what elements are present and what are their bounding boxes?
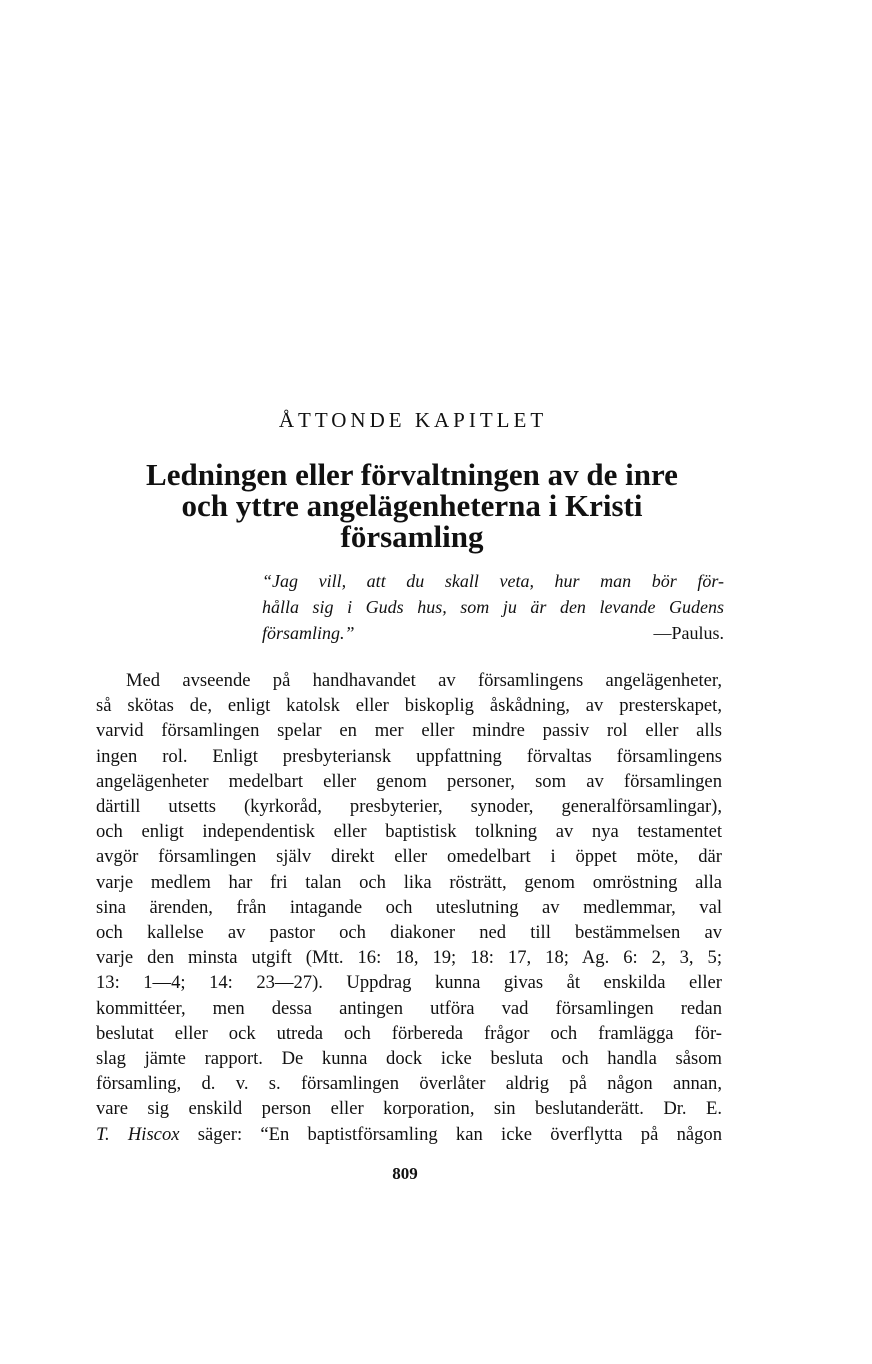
chapter-label: ÅTTONDE KAPITLET: [278, 408, 548, 432]
body-line: kommittéer, men dessa antingen utföra vad församlingen redan: [96, 997, 722, 1019]
body-line: angelägenheter medelbart eller genom personer, som av församlingen: [96, 770, 722, 792]
body-line: och enligt independentisk eller baptistisk tolkning av nya testamentet: [96, 821, 722, 843]
body-line: varje den minsta utgift (Mtt. 16: 18, 19; 18: 17, 18; Ag. 6: 2, 3, 5;: [96, 947, 722, 969]
epigraph-line: hålla sig i Guds hus, som ju är den levande Gudens: [262, 597, 724, 617]
body-paragraph: [96, 668, 722, 1147]
body-line: ingen rol. Enligt presbyteriansk uppfattning förvaltas församlingens: [96, 745, 722, 767]
body-line: Med avseende på handhavandet av församlingens angelägenheter,: [126, 670, 722, 691]
body-line: varje medlem har fri talan och lika rösträtt, genom omröstning alla: [96, 871, 722, 893]
body-line-last: [96, 1122, 722, 1147]
body-line: församling, d. v. s. församlingen överlåter aldrig på någon annan,: [96, 1073, 722, 1095]
body-line: 13: 1—4; 14: 23—27). Uppdrag kunna givas åt enskilda eller: [96, 972, 722, 994]
body-line-rest: säger: “En baptistförsamling kan icke överflytta på någon: [179, 1123, 723, 1145]
author-name: T. Hiscox: [96, 1123, 180, 1145]
epigraph: [262, 568, 724, 646]
body-line: så skötas de, enligt katolsk eller biskoplig åskådning, av presterskapet,: [96, 695, 722, 717]
epigraph-author: —Paulus.: [653, 623, 724, 643]
body-line: avgör församlingen själv direkt eller omedelbart i öppet möte, där: [96, 846, 722, 868]
page-number: 809: [392, 1164, 418, 1183]
body-line: beslutat eller ock utreda och förbereda frågor och framlägga för-: [96, 1022, 722, 1044]
body-line: slag jämte rapport. De kunna dock icke besluta och handla såsom: [96, 1048, 722, 1070]
chapter-title: [88, 459, 736, 552]
body-line: sina ärenden, från intagande och uteslutning av medlemmar, val: [96, 896, 722, 918]
chapter-title-line: Ledningen eller förvaltningen av de inre: [146, 457, 678, 492]
epigraph-quote-end: församling.”: [262, 623, 355, 643]
body-line: därtill utsetts (kyrkoråd, presbyterier, synoder, generalförsamlingar),: [96, 796, 722, 818]
epigraph-last-line: [262, 620, 724, 646]
chapter-title-line: och yttre angelägenheterna i Kristi: [181, 488, 643, 523]
body-line: varvid församlingen spelar en mer eller mindre passiv rol eller alls: [96, 720, 722, 742]
epigraph-line: “Jag vill, att du skall veta, hur man bör för-: [262, 571, 724, 591]
body-line: vare sig enskild person eller korporation, sin beslutanderätt. Dr. E.: [96, 1098, 722, 1120]
body-line: och kallelse av pastor och diakoner ned till bestämmelsen av: [96, 922, 722, 944]
chapter-title-line: församling: [340, 519, 484, 554]
